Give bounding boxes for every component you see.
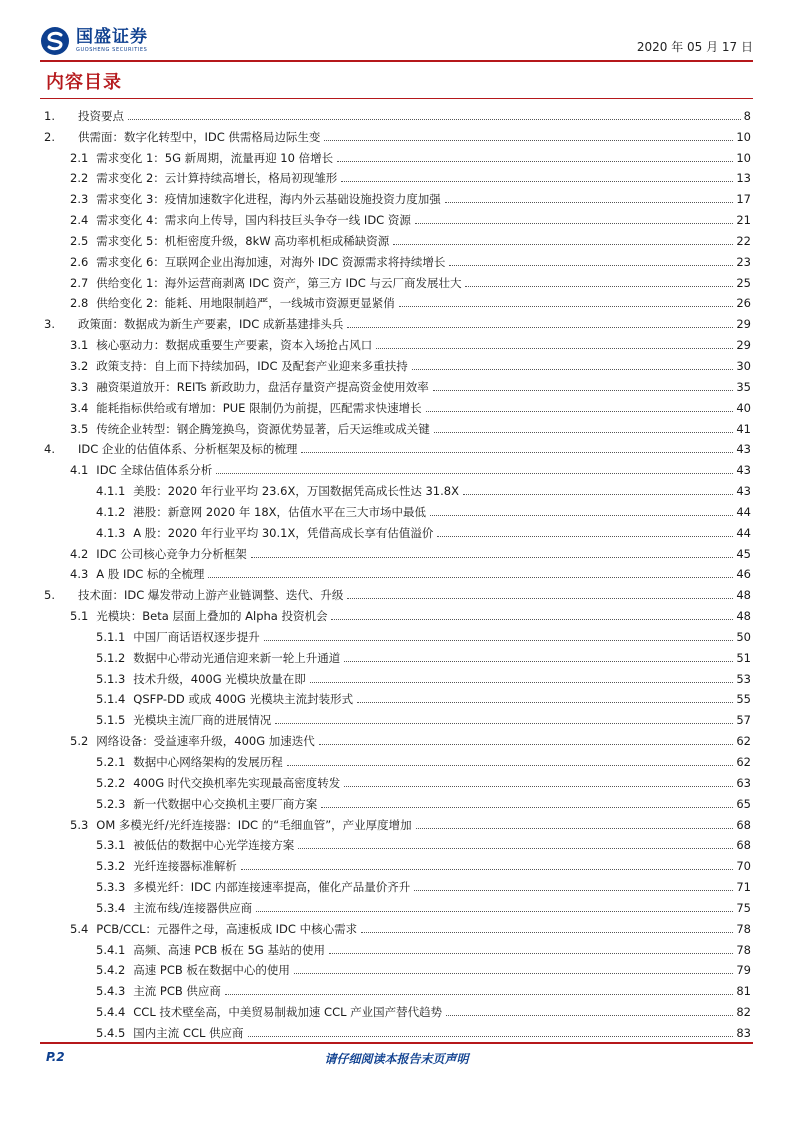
toc-entry-number: 5.3.3 (96, 880, 126, 895)
toc-leader-dots (337, 161, 733, 162)
toc-leader-dots (376, 348, 733, 349)
toc-entry-page: 23 (736, 254, 751, 269)
toc-leader-dots (208, 577, 733, 578)
toc-entry-number: 5.3.4 (96, 900, 126, 915)
toc-entry-number: 3.5 (70, 421, 89, 436)
toc-entry[interactable] (44, 894, 751, 915)
toc-entry-title: A 股：2020 年行业平均 30.1X，凭借高成长享有估值溢价 (133, 525, 434, 540)
toc-entry[interactable] (44, 790, 751, 811)
toc-entry-title: IDC 企业的估值体系、分析框架及标的梳理 (78, 442, 298, 457)
toc-entry-page: 57 (736, 713, 751, 728)
toc-entry-page: 53 (736, 671, 751, 686)
toc-entry-number: 5.4.5 (96, 1025, 126, 1040)
toc-entry[interactable] (44, 832, 751, 853)
toc-entry-page: 43 (736, 463, 751, 478)
toc-entry-page: 50 (736, 629, 751, 644)
toc-leader-dots (341, 181, 733, 182)
toc-leader-dots (216, 473, 733, 474)
toc-entry-page: 62 (736, 734, 751, 749)
toc-entry-number: 3.2 (70, 358, 89, 373)
toc-entry-title: 主流布线/连接器供应商 (133, 900, 253, 915)
toc-leader-dots (415, 223, 734, 224)
toc-entry-page: 78 (736, 942, 751, 957)
header-divider (40, 60, 753, 62)
toc-leader-dots (319, 744, 734, 745)
toc-entry-number: 2.1 (70, 150, 89, 165)
toc-entry-number: 4.1 (70, 463, 89, 478)
toc-entry-title: 能耗指标供给或有增加：PUE 限制仍为前提，匹配需求快速增长 (96, 400, 422, 415)
toc-entry[interactable] (44, 165, 751, 186)
toc-leader-dots (465, 286, 733, 287)
toc-leader-dots (426, 411, 734, 412)
toc-entry-page: 48 (736, 588, 751, 603)
toc-entry[interactable] (44, 248, 751, 269)
toc-leader-dots (463, 494, 733, 495)
toc-entry-title: 传统企业转型：钢企腾笼换鸟，资源优势显著，后天运维或成关键 (96, 421, 430, 436)
toc-entry-title: 光模块主流厂商的进展情况 (133, 713, 272, 728)
toc-entry-number: 5.2.1 (96, 755, 126, 769)
toc-entry-page: 78 (736, 921, 751, 936)
toc-entry[interactable] (44, 394, 751, 415)
toc-entry-page: 68 (736, 817, 751, 832)
toc-entry-title: 核心驱动力：数据成重要生产要素，资本入场抢占风口 (96, 338, 373, 353)
toc-entry[interactable] (44, 727, 751, 748)
toc-leader-dots (287, 765, 734, 766)
toc-entry-number: 5.4.2 (96, 963, 126, 978)
toc-entry-page: 82 (736, 1005, 751, 1020)
toc-entry-title: IDC 公司核心竞争力分析框架 (96, 546, 247, 561)
toc-entry[interactable] (44, 1019, 751, 1040)
toc-entry-title: 技术升级，400G 光模块放量在即 (133, 671, 306, 686)
toc-entry[interactable] (44, 623, 751, 644)
toc-leader-dots (357, 702, 733, 703)
footer-divider (40, 1042, 753, 1044)
toc-entry[interactable] (44, 977, 751, 998)
toc-entry-title: 光纤连接器标准解析 (133, 859, 237, 874)
toc-entry-number: 5.2.2 (96, 775, 126, 790)
toc-entry-page: 30 (736, 358, 751, 373)
toc-entry[interactable] (44, 373, 751, 394)
toc-entry-title: 需求变化 3：疫情加速数字化进程，海内外云基础设施投资力度加强 (96, 192, 441, 207)
toc-entry-number: 3.4 (70, 400, 89, 415)
toc-entry[interactable] (44, 706, 751, 727)
toc-entry-title: 港股：新意网 2020 年 18X，估值水平在三大市场中最低 (133, 504, 427, 519)
toc-entry-page: 17 (736, 192, 751, 207)
toc-entry-title: 投资要点 (78, 108, 124, 123)
toc-entry-number: 5.3.1 (96, 838, 126, 853)
toc-entry[interactable] (44, 310, 751, 331)
toc-leader-dots (256, 911, 733, 912)
toc-entry-title: 技术面：IDC 爆发带动上游产业链调整、迭代、升级 (78, 588, 344, 603)
toc-entry[interactable] (44, 206, 751, 227)
toc-entry-page: 45 (736, 546, 751, 561)
toc-leader-dots (128, 119, 741, 120)
toc-entry-number: 5.2 (70, 734, 89, 749)
toc-entry-page: 13 (736, 171, 751, 186)
toc-leader-dots (310, 682, 734, 683)
toc-entry-title: 需求变化 6：互联网企业出海加速，对海外 IDC 资源需求将持续增长 (96, 254, 446, 269)
toc-entry-page: 83 (736, 1025, 751, 1040)
toc-entry-number: 4.1.1 (96, 484, 126, 499)
brand-logo (40, 26, 148, 56)
toc-entry[interactable] (44, 144, 751, 165)
toc-entry[interactable] (44, 436, 751, 457)
toc-entry-title: 政策支持：自上而下持续加码，IDC 及配套产业迎来多重扶持 (96, 358, 408, 373)
footer-disclaimer: 请仔细阅读本报告末页声明 (324, 1052, 469, 1066)
toc-entry-title: 供给变化 1：海外运营商剥离 IDC 资产，第三方 IDC 与云厂商发展壮大 (96, 275, 462, 290)
toc-leader-dots (412, 369, 734, 370)
toc-entry-number: 5.4.3 (96, 984, 126, 999)
toc-entry-page: 75 (736, 900, 751, 915)
toc-entry[interactable] (44, 290, 751, 311)
toc-entry-page: 43 (736, 442, 751, 457)
toc-entry[interactable] (44, 957, 751, 978)
toc-leader-dots (344, 661, 733, 662)
toc-leader-dots (298, 848, 733, 849)
toc-entry-number: 4.2 (70, 546, 89, 561)
toc-entry[interactable] (44, 561, 751, 582)
toc-leader-dots (430, 515, 733, 516)
toc-entry[interactable] (44, 915, 751, 936)
toc-entry-title: 数据中心带动光通信迎来新一轮上升通道 (133, 650, 341, 665)
toc-entry-page: 43 (736, 484, 751, 499)
toc-entry[interactable] (44, 498, 751, 519)
toc-leader-dots (399, 306, 734, 307)
toc-entry-number: 4.3 (70, 567, 89, 582)
toc-entry-page: 63 (736, 775, 751, 790)
toc-leader-dots (301, 452, 733, 453)
toc-entry-page: 22 (736, 233, 751, 248)
toc-entry[interactable] (44, 123, 751, 144)
toc-entry[interactable] (44, 686, 751, 707)
toc-leader-dots (414, 890, 733, 891)
toc-entry-page: 51 (736, 650, 751, 665)
toc-entry-number: 5.1.1 (96, 629, 126, 644)
toc-entry-number: 5. (44, 588, 55, 603)
toc-entry-number: 5.4 (70, 921, 89, 936)
toc-entry-number: 2.2 (70, 171, 89, 186)
toc-entry[interactable] (44, 936, 751, 957)
toc-entry-page: 55 (736, 692, 751, 707)
toc-leader-dots (437, 536, 733, 537)
toc-leader-dots (347, 598, 733, 599)
guosheng-logo-icon (40, 26, 70, 56)
toc-entry-page: 10 (736, 129, 751, 144)
toc-entry-number: 5.1.3 (96, 671, 126, 686)
toc-entry-number: 1. (44, 108, 55, 123)
toc-leader-dots (445, 202, 734, 203)
toc-leader-dots (251, 557, 734, 558)
toc-entry-title: 新一代数据中心交换机主要厂商方案 (133, 796, 318, 811)
toc-entry-number: 5.3 (70, 817, 89, 832)
toc-entry-number: 5.1 (70, 609, 89, 624)
toc-entry-page: 79 (736, 963, 751, 978)
toc-leader-dots (449, 265, 733, 266)
toc-entry-number: 2.5 (70, 233, 89, 248)
toc-entry-title: 被低估的数据中心光学连接方案 (133, 838, 295, 853)
toc-entry-number: 5.4.1 (96, 942, 126, 957)
brand-name-en: GUOSHENG SECURITIES (76, 47, 148, 53)
toc-leader-dots (225, 994, 733, 995)
toc-entry[interactable] (44, 998, 751, 1019)
toc-entry-page: 68 (736, 838, 751, 853)
toc-entry-page: 62 (736, 755, 751, 769)
toc-leader-dots (393, 244, 733, 245)
toc-entry[interactable] (44, 269, 751, 290)
toc-entry-title: 高频、高速 PCB 板在 5G 基站的使用 (133, 942, 325, 957)
toc-entry-title: PCB/CCL：元器件之母，高速板成 IDC 中核心需求 (96, 921, 358, 936)
toc-entry-page: 46 (736, 567, 751, 582)
toc-entry-number: 2.8 (70, 296, 89, 311)
toc-entry-page: 81 (736, 984, 751, 999)
toc-leader-dots (446, 1015, 733, 1016)
toc-entry[interactable] (44, 415, 751, 436)
toc-entry-number: 4. (44, 442, 55, 457)
toc-entry-title: 需求变化 5：机柜密度升级，8kW 高功率机柜成稀缺资源 (96, 233, 390, 248)
toc-entry-page: 41 (736, 421, 751, 436)
toc-entry-page: 65 (736, 796, 751, 811)
toc-entry-title: 供需面：数字化转型中，IDC 供需格局边际生变 (78, 129, 321, 144)
toc-entry-number: 3.1 (70, 338, 89, 353)
toc-entry-number: 5.1.4 (96, 692, 126, 707)
toc-entry-number: 2.4 (70, 213, 89, 228)
toc-title-divider (40, 98, 753, 99)
page-number: P.2 (46, 1050, 65, 1064)
toc-entry-page: 21 (736, 213, 751, 228)
toc-entry-page: 44 (736, 504, 751, 519)
report-date: 2020 年 05 月 17 日 (636, 40, 753, 54)
toc-entry-title: IDC 全球估值体系分析 (96, 463, 213, 478)
toc-entry[interactable] (44, 185, 751, 206)
toc-entry-page: 29 (736, 338, 751, 353)
table-of-contents (44, 102, 751, 1040)
toc-entry[interactable] (44, 477, 751, 498)
toc-entry-page: 48 (736, 609, 751, 624)
toc-entry-title: QSFP-DD 或成 400G 光模块主流封装形式 (133, 692, 354, 707)
toc-entry-title: 需求变化 2：云计算持续高增长，格局初现雏形 (96, 171, 338, 186)
toc-leader-dots (347, 327, 733, 328)
toc-entry[interactable] (44, 769, 751, 790)
toc-leader-dots (433, 390, 734, 391)
toc-entry-title: 需求变化 1：5G 新周期，流量再迎 10 倍增长 (96, 150, 334, 165)
toc-entry-page: 70 (736, 859, 751, 874)
toc-entry-page: 71 (736, 880, 751, 895)
toc-entry-page: 10 (736, 150, 751, 165)
toc-entry[interactable] (44, 581, 751, 602)
toc-entry-number: 2.7 (70, 275, 89, 290)
toc-entry-number: 5.1.5 (96, 713, 126, 728)
toc-entry-number: 5.3.2 (96, 859, 126, 874)
toc-entry-title: 美股：2020 年行业平均 23.6X，万国数据凭高成长性达 31.8X (133, 484, 459, 499)
toc-entry-number: 5.4.4 (96, 1005, 126, 1020)
toc-entry-title: A 股 IDC 标的全梳理 (96, 567, 205, 582)
toc-entry[interactable] (44, 873, 751, 894)
toc-entry-title: 需求变化 4：需求向上传导，国内科技巨头争夺一线 IDC 资源 (96, 213, 411, 228)
toc-leader-dots (361, 932, 733, 933)
toc-entry-title: CCL 技术壁垒高，中美贸易制裁加速 CCL 产业国产替代趋势 (133, 1005, 443, 1020)
toc-leader-dots (275, 723, 733, 724)
toc-leader-dots (434, 432, 734, 433)
toc-entry[interactable] (44, 102, 751, 123)
toc-leader-dots (241, 869, 734, 870)
toc-entry-number: 4.1.2 (96, 504, 126, 519)
toc-leader-dots (264, 640, 734, 641)
toc-entry[interactable] (44, 540, 751, 561)
toc-entry[interactable] (44, 227, 751, 248)
toc-entry-number: 5.1.2 (96, 650, 126, 665)
toc-entry-page: 25 (736, 275, 751, 290)
page-header (40, 20, 753, 62)
toc-entry-title: 政策面：数据成为新生产要素，IDC 成新基建排头兵 (78, 317, 344, 332)
toc-entry-title: 中国厂商话语权逐步提升 (133, 629, 260, 644)
brand-name-cn: 国盛证券 (76, 27, 148, 47)
toc-entry-number: 5.2.3 (96, 796, 126, 811)
toc-entry-title: 主流 PCB 供应商 (133, 984, 221, 999)
toc-leader-dots (416, 828, 734, 829)
toc-entry-title: 数据中心网络架构的发展历程 (133, 755, 283, 769)
toc-entry-title: 光模块：Beta 层面上叠加的 Alpha 投资机会 (96, 609, 328, 624)
toc-entry-number: 2. (44, 129, 55, 144)
toc-entry-number: 4.1.3 (96, 525, 126, 540)
toc-entry-page: 35 (736, 379, 751, 394)
toc-leader-dots (344, 786, 733, 787)
toc-leader-dots (324, 140, 733, 141)
toc-leader-dots (321, 807, 733, 808)
toc-entry-title: 融资渠道放开：REITs 新政助力，盘活存量资产提高资金使用效率 (96, 379, 429, 394)
toc-entry[interactable] (44, 602, 751, 623)
toc-entry[interactable] (44, 352, 751, 373)
toc-entry-title: 网络设备：受益速率升级，400G 加速迭代 (96, 734, 315, 749)
toc-entry-title: OM 多模光纤/光纤连接器：IDC 的“毛细血管”，产业厚度增加 (96, 817, 412, 832)
toc-entry-number: 2.6 (70, 254, 89, 269)
toc-entry[interactable] (44, 852, 751, 873)
toc-entry-title: 高速 PCB 板在数据中心的使用 (133, 963, 290, 978)
toc-entry-number: 2.3 (70, 192, 89, 207)
toc-leader-dots (329, 953, 733, 954)
toc-entry-page: 44 (736, 525, 751, 540)
toc-entry[interactable] (44, 456, 751, 477)
toc-entry-title: 400G 时代交换机率先实现最高密度转发 (133, 775, 341, 790)
toc-entry-page: 40 (736, 400, 751, 415)
toc-entry-title: 供给变化 2：能耗、用地限制趋严，一线城市资源更显紧俏 (96, 296, 395, 311)
toc-entry[interactable] (44, 748, 751, 769)
toc-entry-page: 29 (736, 317, 751, 332)
toc-entry[interactable] (44, 665, 751, 686)
toc-entry-number: 3.3 (70, 379, 89, 394)
toc-leader-dots (331, 619, 733, 620)
toc-entry-title: 国内主流 CCL 供应商 (133, 1025, 244, 1040)
toc-entry-page: 26 (736, 296, 751, 311)
toc-leader-dots (294, 973, 733, 974)
toc-entry-page: 8 (743, 108, 751, 123)
toc-entry[interactable] (44, 644, 751, 665)
toc-title: 内容目录 (46, 72, 122, 93)
toc-entry[interactable] (44, 811, 751, 832)
toc-entry[interactable] (44, 331, 751, 352)
toc-entry-title: 多模光纤：IDC 内部连接速率提高，催化产品量价齐升 (133, 880, 411, 895)
toc-entry-number: 3. (44, 317, 55, 332)
toc-leader-dots (248, 1036, 734, 1037)
toc-entry[interactable] (44, 519, 751, 540)
